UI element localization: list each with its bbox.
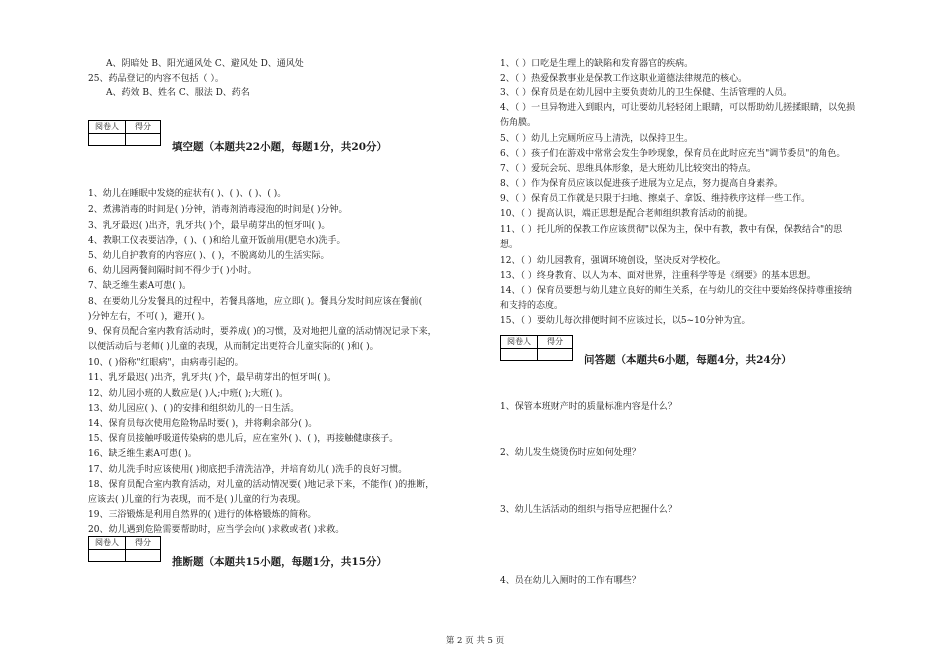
option-line-25: A、药效 B、姓名 C、服法 D、药名 — [106, 88, 250, 98]
fill-section-title: 填空题（本题共22小题，每题1分，共20分） — [172, 141, 388, 153]
score-label: 得分 — [135, 538, 151, 547]
qa-q1: 1、保管本班财产时的质量标准内容是什么？ — [500, 402, 677, 412]
fill-q7: 7、缺乏维生素A可患( )。 — [88, 281, 192, 291]
fill-q11: 11、乳牙最迟( )出齐，乳牙共( )个，最早萌芽出的恒牙叫( )。 — [88, 373, 337, 383]
option-line-24: A、阴暗处 B、阳光通风处 C、避风处 D、通风处 — [106, 59, 304, 69]
fill-q9-line1: 9、保育员配合室内教育活动时，要养成( )的习惯，及对地把儿童的活动情况记录下来， — [88, 327, 437, 337]
grader-label: 阅卷人 — [89, 121, 126, 133]
score-box — [88, 536, 161, 562]
judge-q11-line1: 11、（ ）托儿所的保教工作应该贯彻"以保为主，保中有教，教中有保，保教结合"的思 — [500, 225, 843, 235]
fill-q18-line1: 18、保育员配合室内教育活动，对儿童的活动情况要( )地记录下来，不能作( )的推断， — [88, 480, 435, 490]
judge-q11-line2: 想。 — [500, 240, 519, 250]
score-label: 得分 — [547, 337, 563, 346]
qa-q4: 4、员在幼儿入厕时的工作有哪些？ — [500, 576, 641, 586]
qa-q2: 2、幼儿发生烧烫伤时应如何处理？ — [500, 448, 641, 458]
judge-q4-line1: 4、（ ）一旦异物进入到眼内，可让要幼儿轻轻闭上眼睛，可以帮助幼儿搓揉眼睛，以免损 — [500, 103, 856, 113]
qa-q3: 3、幼儿生活活动的组织与指导应把握什么？ — [500, 505, 677, 515]
fill-q1: 1、幼儿在睡眠中发烧的症状有( )、( )、( )、( )。 — [88, 189, 287, 199]
judge-q2: 2、（ ）热爱保教事业是保教工作这职业道德法律规范的核心。 — [500, 74, 748, 84]
fill-q16: 16、缺乏维生素A可患( )。 — [88, 449, 197, 459]
judge-q15: 15、（ ）要幼儿每次排便时间不应该过长，以5~10分钟为宜。 — [500, 316, 751, 326]
fill-q6: 6、幼儿园两餐间隔时间不得少于( )小时。 — [88, 266, 257, 276]
judge-q5: 5、（ ）幼儿上完厕所应马上清洗，以保持卫生。 — [500, 134, 694, 144]
score-box — [88, 120, 161, 146]
judge-q14-line2: 和支持的态度。 — [500, 301, 564, 311]
judge-q13: 13、（ ）终身教育、以人为本、面对世界，注重科学等是《纲要》的基本思想。 — [500, 271, 816, 281]
fill-q8-line2: )分钟左右，不可( )，避开( )。 — [88, 312, 211, 322]
score-box — [500, 335, 573, 361]
score-label: 得分 — [135, 122, 151, 131]
fill-q12: 12、幼儿园小班的人数应是( )人;中班( );大班( )。 — [88, 389, 289, 399]
grader-label: 阅卷人 — [501, 336, 538, 348]
judge-q12: 12、（ ）幼儿园教育，强调环境创设，坚决反对学校化。 — [500, 256, 726, 266]
fill-q8-line1: 8、在要幼儿分发餐具的过程中，若餐具落地，应立即( )。餐具分发时间应该在餐前( — [88, 297, 423, 307]
fill-q17: 17、幼儿洗手时应该使用( )彻底把手清洗洁净，并培育幼儿( )洗手的良好习惯。 — [88, 465, 408, 475]
fill-q15: 15、保育员接触呼吸道传染病的患儿后，应在室外( )、( )，再接触健康孩子。 — [88, 434, 399, 444]
fill-q2: 2、煮沸消毒的时间是( )分钟，消毒剂消毒浸泡的时间是( )分钟。 — [88, 205, 348, 215]
fill-q14: 14、保育员每次使用危险物品时要( )，并将剩余部分( )。 — [88, 419, 318, 429]
judge-q10: 10、（ ）提高认识，端正思想是配合老师组织教育活动的前提。 — [500, 209, 753, 219]
page-footer: 第 2 页 共 5 页 — [445, 636, 505, 646]
fill-q13: 13、幼儿园应( )、( )的安排和组织幼儿的一日生活。 — [88, 404, 300, 414]
fill-q10: 10、( )俗称"红眼病"，由病毒引起的。 — [88, 358, 244, 368]
judge-q7: 7、（ ）爱玩会玩、思维具体形象，是大班幼儿比较突出的特点。 — [500, 164, 757, 174]
judge-q1: 1、（ ）口吃是生理上的缺陷和发育器官的疾病。 — [500, 59, 694, 69]
fill-q20: 20、幼儿遇到危险需要帮助时，应当学会向( )求救或者( )求救。 — [88, 525, 345, 535]
fill-q18-line2: 应该去( )儿童的行为表现，而不是( )儿童的行为表现。 — [88, 495, 306, 505]
fill-q5: 5、幼儿自护教育的内容应( )、( )，不脱离幼儿的生活实际。 — [88, 251, 330, 261]
fill-q19: 19、三浴锻炼是利用自然界的( )进行的体格锻炼的简称。 — [88, 510, 317, 520]
fill-q4: 4、教职工仪表要洁净，( )、( )和给儿童开饭前用(肥皂水)洗手。 — [88, 236, 346, 246]
judge-q14-line1: 14、（ ）保育员要想与幼儿建立良好的师生关系，在与幼儿的交往中要始终保持尊重接纳 — [500, 286, 852, 296]
judge-q4-line2: 伤角膜。 — [500, 118, 537, 128]
grader-label: 阅卷人 — [89, 537, 126, 549]
fill-q9-line2: 以便活动后与老师( )儿童的表现，从而制定出更符合儿童实际的( )和( )。 — [88, 342, 379, 352]
qa-section-title: 问答题（本题共6小题，每题4分，共24分） — [584, 354, 792, 366]
judge-q8: 8、（ ）作为保育员应该以促进孩子进展为立足点，努力提高自身素养。 — [500, 179, 784, 189]
judge-q9: 9、（ ）保育员工作就是只限于扫地、擦桌子、拿饭、维持秩序这样一些工作。 — [500, 194, 811, 204]
fill-q3: 3、乳牙最迟( )出齐，乳牙共( )个，最早萌芽出的恒牙叫( )。 — [88, 221, 331, 231]
judge-section-title: 推断题（本题共15小题，每题1分，共15分） — [172, 556, 388, 568]
question-25: 25、药品登记的内容不包括（ ）。 — [88, 74, 224, 84]
judge-q3: 3、（ ）保育员是在幼儿园中主要负责幼儿的卫生保健、生活管理的人员。 — [500, 88, 793, 98]
judge-q6: 6、（ ）孩子们在游戏中常常会发生争吵现象，保育员在此时应充当"调节委员"的角色。 — [500, 149, 846, 159]
